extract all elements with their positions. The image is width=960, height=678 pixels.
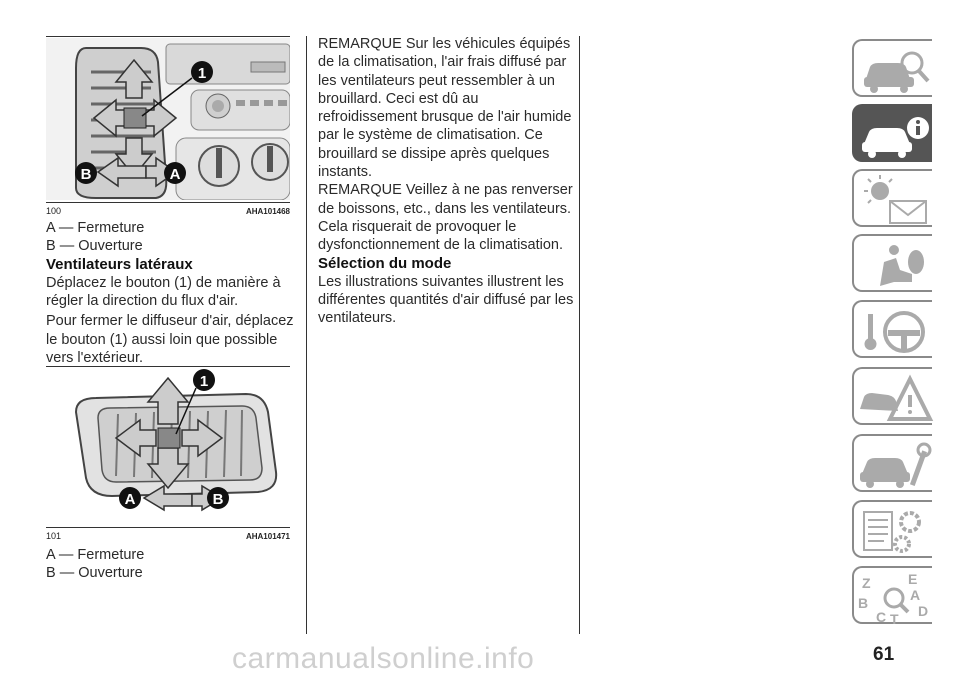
figure-101	[46, 366, 290, 548]
chapter-tab-maintenance[interactable]	[852, 434, 932, 492]
figure-number: 100	[46, 206, 62, 216]
paragraph: Déplacez le bouton (1) de manière à régler la direction du flux d'air.	[46, 274, 281, 310]
remark-paragraph: REMARQUE Veillez à ne pas renverser de boissons, etc., dans les ventilateurs. Cela risquerait de provoquer le dysfonctionnement de la climatisation.	[318, 182, 573, 254]
callout-1: 1	[199, 373, 209, 390]
chapter-tab-emergency[interactable]	[852, 367, 932, 425]
figure-top-rule	[46, 366, 290, 367]
key-steering-wheel-icon	[854, 302, 934, 360]
index-letter: D	[918, 603, 929, 619]
chapter-tab-safety[interactable]	[852, 234, 932, 292]
chapter-tab-warning-lights[interactable]	[852, 169, 932, 227]
chapter-tab-starting-driving[interactable]	[852, 300, 932, 358]
figure-bottom-rule	[46, 202, 290, 203]
alphabet-index-icon	[854, 568, 934, 626]
section-heading: Ventilateurs latéraux	[46, 255, 193, 273]
paragraph: Pour fermer le diffuseur d'air, déplacez le bouton (1) aussi loin que possible vers l'extérieur.	[46, 313, 294, 367]
chapter-tab-car-info[interactable]	[852, 104, 932, 162]
car-info-icon	[854, 106, 934, 164]
column-divider	[306, 36, 307, 634]
index-letter: E	[908, 571, 918, 587]
figure-101-illustration	[46, 368, 290, 524]
car-search-icon	[854, 41, 934, 99]
figure-top-rule	[46, 36, 290, 37]
callout-a: A	[124, 491, 136, 508]
paragraph: Les illustrations suivantes illustrent les différentes quantités d'air diffusé par les ventilateurs.	[318, 273, 574, 327]
chapter-tab-car-search[interactable]	[852, 39, 932, 97]
warning-light-message-icon	[854, 171, 934, 229]
index-letter: T	[890, 611, 899, 626]
figure-100-caption	[46, 219, 294, 367]
index-letter: Z	[862, 575, 871, 591]
car-wrench-icon	[854, 436, 934, 494]
section-heading: Sélection du mode	[318, 254, 452, 272]
index-letter: A	[910, 587, 921, 603]
caption-line-a: A — Fermeture	[46, 220, 145, 236]
watermark: carmanualsonline.info	[232, 642, 535, 675]
figure-100	[46, 36, 290, 218]
chapter-tab-technical-data[interactable]	[852, 500, 932, 558]
caption-line-b: B — Ouverture	[46, 238, 143, 255]
caption-line-b: B — Ouverture	[46, 565, 143, 582]
figure-100-illustration	[46, 38, 290, 200]
chapter-tab-index[interactable]	[852, 566, 932, 624]
figure-101-caption	[46, 546, 294, 583]
figure-reference: AHA101468	[245, 207, 290, 216]
figure-bottom-rule	[46, 527, 290, 528]
callout-b: B	[80, 166, 92, 183]
car-crash-warning-icon	[854, 369, 934, 427]
callout-1: 1	[197, 65, 207, 82]
remark-paragraph: REMARQUE Sur les véhicules équipés de la climatisation, l'air frais diffusé par les ventilateurs peut ressembler à un brouillard. Ceci est dû au refroidissement brusque de l'air humide par le système de climatisation. Ce brouillard se dissipe après quelques instants.	[318, 36, 572, 181]
callout-b: B	[212, 491, 224, 508]
figure-reference: AHA101471	[245, 532, 290, 541]
middle-column	[318, 35, 580, 328]
seat-airbag-icon	[854, 236, 934, 294]
index-letter: C	[876, 609, 887, 625]
index-letter: B	[858, 595, 869, 611]
figure-number: 101	[46, 531, 62, 541]
caption-line-a: A — Fermeture	[46, 547, 145, 563]
callout-a: A	[169, 166, 181, 183]
page-number: 61	[873, 644, 895, 665]
specs-gears-icon	[854, 502, 934, 560]
